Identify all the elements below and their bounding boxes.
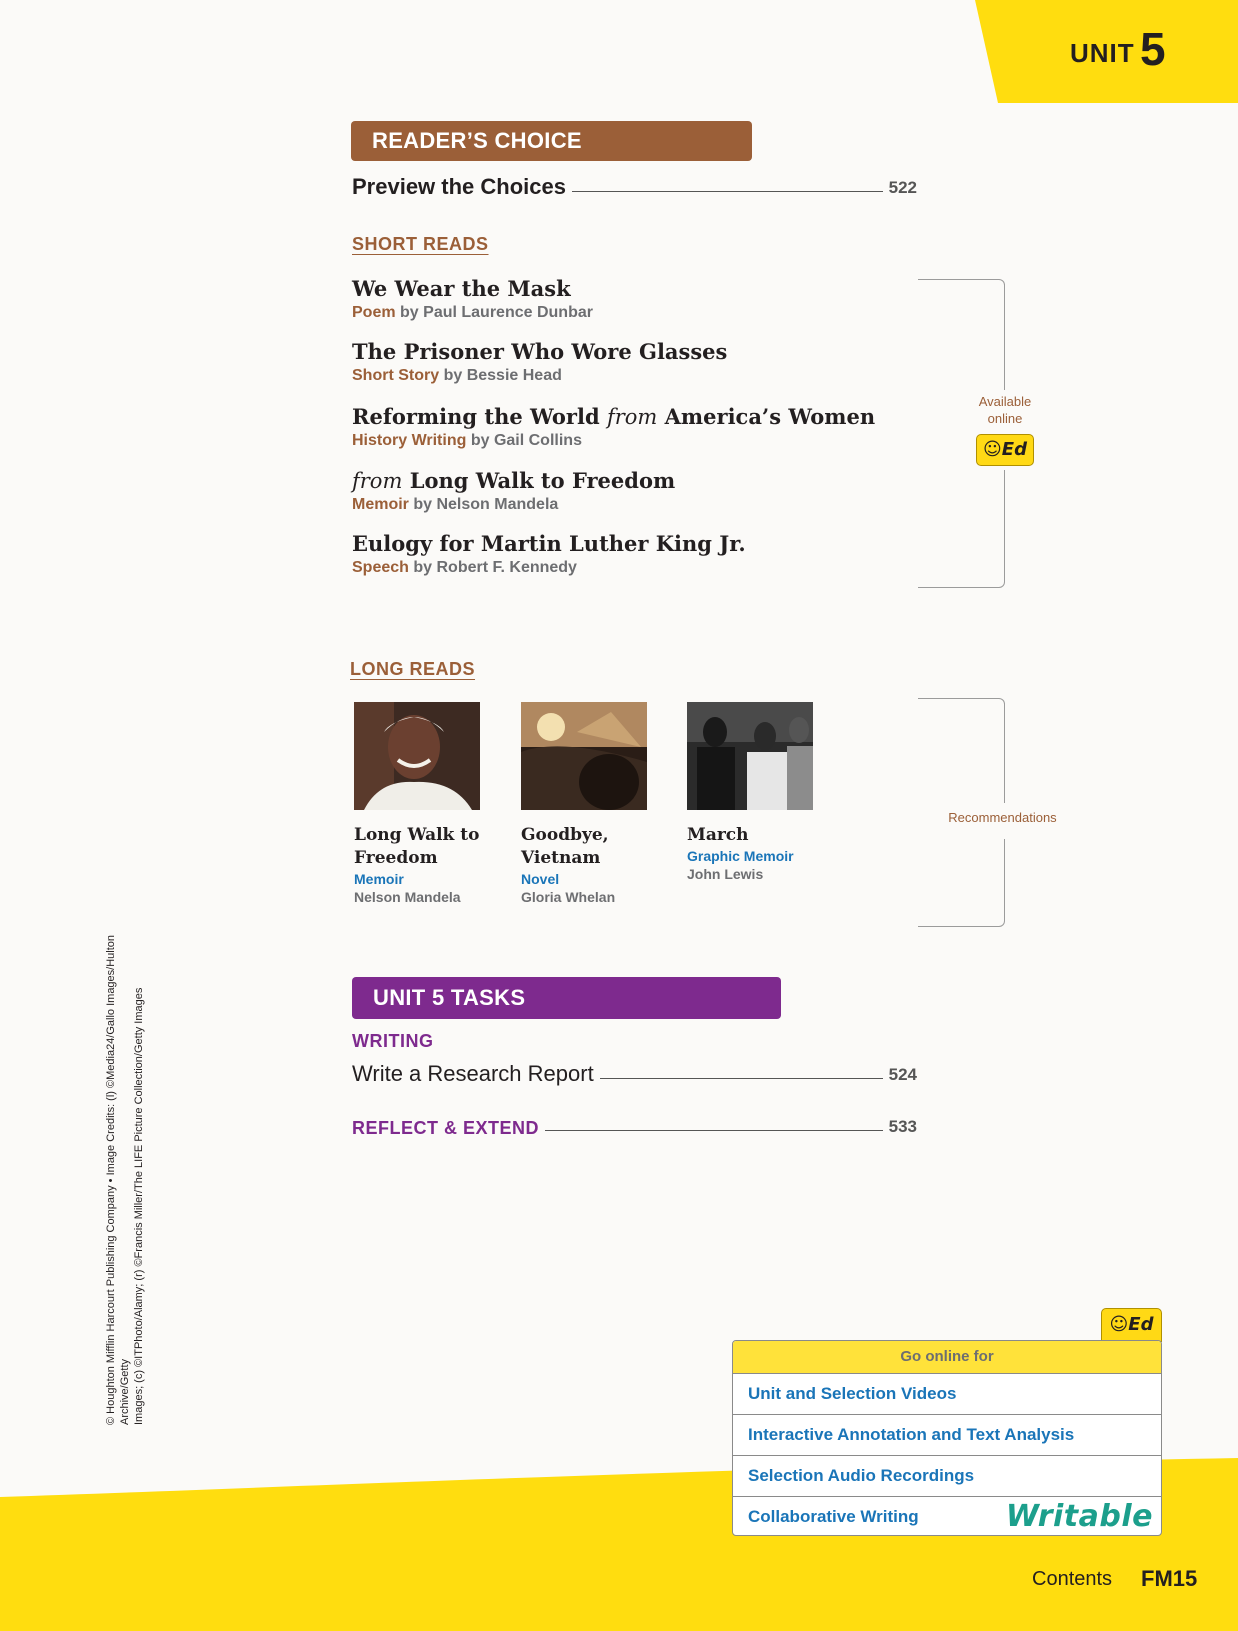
title-part: America’s Women	[664, 404, 876, 429]
unit-label: UNIT	[1070, 38, 1135, 68]
book-genre: Novel	[521, 871, 560, 887]
go-online-panel	[732, 1340, 1162, 1536]
book-author: Gloria Whelan	[521, 889, 616, 905]
selection-genre: Speech	[352, 559, 409, 576]
readers-choice-header: READER’S CHOICE	[351, 121, 752, 161]
ed-online-badge[interactable]	[976, 434, 1034, 466]
ed-online-badge[interactable]	[1101, 1308, 1162, 1342]
book-author: Nelson Mandela	[354, 889, 461, 905]
preview-page-number: 522	[888, 178, 917, 197]
research-report-label: Write a Research Report	[352, 1061, 594, 1086]
go-online-heading: Go online for	[733, 1341, 1161, 1374]
preview-choices-link[interactable]	[352, 174, 917, 200]
preview-choices-label: Preview the Choices	[352, 174, 566, 199]
online-link-audio[interactable]: Selection Audio Recordings	[733, 1456, 1161, 1497]
online-link-collaborative-writing[interactable]	[733, 1497, 1161, 1536]
title-part: Reforming the World	[352, 404, 600, 429]
selection-genre: Poem	[352, 304, 396, 321]
short-reads-heading: SHORT READS	[352, 234, 489, 254]
selection-title	[352, 468, 912, 493]
title-part: Long Walk to Freedom	[409, 468, 676, 493]
writing-heading: WRITING	[352, 1031, 434, 1051]
research-report-page: 524	[888, 1065, 917, 1084]
portrait-photo	[354, 702, 480, 810]
selection-genre: Memoir	[352, 496, 409, 513]
online-link-annotation[interactable]: Interactive Annotation and Text Analysis	[733, 1415, 1161, 1456]
book-cover-march	[687, 702, 813, 810]
reflect-extend-link[interactable]	[352, 1117, 917, 1139]
book-cover-vietnam	[521, 702, 647, 810]
writable-logo: Writable	[1005, 1499, 1153, 1534]
selection-item[interactable]	[352, 468, 912, 514]
selection-item[interactable]	[352, 276, 912, 322]
reflect-extend-label: REFLECT & EXTEND	[352, 1118, 540, 1138]
leader-line	[572, 191, 883, 192]
title-from: from	[352, 469, 403, 493]
selection-title	[352, 404, 912, 429]
recommendations-label: Recommendations	[940, 810, 1065, 825]
online-link-videos[interactable]: Unit and Selection Videos	[733, 1374, 1161, 1415]
image-credits	[104, 885, 146, 1425]
credit-line: © Houghton Mifflin Harcourt Publishing Company • Image Credits: (l) ©Media24/Gallo Images/Hulton Archive/Getty	[105, 934, 131, 1425]
selection-author: by Gail Collins	[470, 432, 582, 449]
book-genre: Memoir	[354, 871, 404, 887]
title-from: from	[606, 405, 658, 429]
selection-author: by Nelson Mandela	[413, 496, 559, 513]
book-item[interactable]	[687, 702, 827, 882]
leader-line	[600, 1078, 883, 1079]
book-item[interactable]	[354, 702, 494, 905]
available-online-label: Available online	[978, 394, 1032, 426]
ed-badge-label: Ed	[1128, 1314, 1154, 1335]
selection-title: We Wear the Mask	[352, 276, 571, 301]
reflect-extend-page: 533	[888, 1117, 917, 1136]
selection-title: Eulogy for Martin Luther King Jr.	[352, 531, 746, 556]
ed-badge-label: Ed	[1001, 439, 1027, 460]
selection-author: by Bessie Head	[443, 367, 562, 384]
selection-genre: Short Story	[352, 367, 440, 384]
group-photo	[687, 702, 813, 810]
selection-title: The Prisoner Who Wore Glasses	[352, 339, 728, 364]
credit-line: Images; (c) ©ITPhoto/Alamy; (r) ©Francis Miller/The LIFE Picture Collection/Getty Images	[133, 987, 145, 1425]
selection-item[interactable]	[352, 339, 912, 385]
long-reads-heading: LONG READS	[350, 659, 476, 679]
selection-item[interactable]	[352, 404, 912, 450]
book-cover-mandela	[354, 702, 480, 810]
unit-number: 5	[1140, 23, 1166, 75]
book-title: Long Walk to Freedom	[354, 825, 480, 868]
research-report-link[interactable]	[352, 1061, 917, 1087]
smiley-sun-icon: ☺	[1109, 1314, 1129, 1335]
book-title: March	[687, 825, 749, 845]
selection-author: by Paul Laurence Dunbar	[400, 304, 593, 321]
unit-tasks-header: UNIT 5 TASKS	[352, 977, 781, 1019]
selection-item[interactable]	[352, 531, 912, 577]
footer-page-number: FM15	[1141, 1566, 1198, 1591]
footer-contents-label: Contents	[1032, 1568, 1113, 1590]
selection-author: by Robert F. Kennedy	[413, 559, 577, 576]
leader-line	[545, 1130, 883, 1131]
book-author: John Lewis	[687, 866, 764, 882]
book-title: Goodbye, Vietnam	[521, 825, 609, 868]
smiley-sun-icon: ☺	[983, 439, 1002, 460]
selection-genre: History Writing	[352, 432, 467, 449]
landscape-photo	[521, 702, 647, 810]
book-item[interactable]	[521, 702, 661, 905]
collaborative-writing-label: Collaborative Writing	[748, 1507, 919, 1526]
book-genre: Graphic Memoir	[687, 848, 794, 864]
